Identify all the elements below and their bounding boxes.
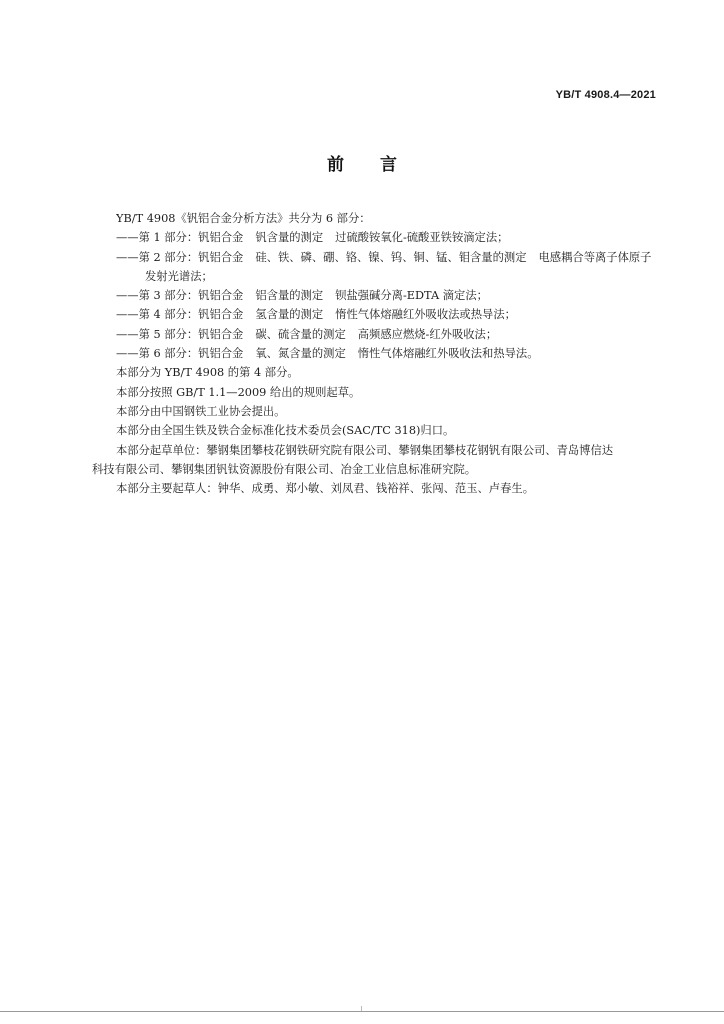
part-number: ——第 6 部分： xyxy=(116,347,199,361)
part-number: ——第 2 部分： xyxy=(116,250,199,264)
part-3-line xyxy=(116,286,656,305)
document-number: YB/T 4908.4—2021 xyxy=(555,89,656,101)
part-method: 过硫酸铵氧化-硫酸亚铁铵滴定法； xyxy=(335,231,509,245)
drafting-units-continuation: 科技有限公司、攀钢集团钒钛资源股份有限公司、冶金工业信息标准研究院。 xyxy=(92,462,477,476)
part-name: 钒铝合金 xyxy=(198,327,244,341)
part-name: 钒铝合金 xyxy=(198,231,244,245)
part-method: 电感耦合等离子体原子 xyxy=(538,250,652,264)
foreword-body xyxy=(92,209,656,498)
part-2-line xyxy=(116,248,656,267)
part-number: ——第 1 部分： xyxy=(116,231,199,245)
part-name: 钒铝合金 xyxy=(198,289,244,303)
part-subject: 硅、铁、磷、硼、铬、镍、钨、铜、锰、钼含量的测定 xyxy=(255,250,527,264)
part-name: 钒铝合金 xyxy=(198,308,244,322)
managed-by-paragraph: 本部分由全国生铁及铁合金标准化技术委员会(SAC/TC 318)归口。 xyxy=(116,424,455,438)
part-name: 钒铝合金 xyxy=(198,250,244,264)
part-subject: 碳、硫含量的测定 xyxy=(255,327,346,341)
drafters-paragraph: 本部分主要起草人：钟华、成勇、郑小敏、刘凤君、钱裕祥、张闯、范玉、卢春生。 xyxy=(116,482,534,496)
page-bottom-rule xyxy=(0,1011,724,1012)
part-of-paragraph: 本部分为 YB/T 4908 的第 4 部分。 xyxy=(116,366,299,380)
drafting-rules-paragraph: 本部分按照 GB/T 1.1—2009 给出的规则起草。 xyxy=(116,385,361,399)
part-4-line xyxy=(116,305,656,324)
part-method: 钡盐强碱分离-EDTA 滴定法； xyxy=(335,289,488,303)
part-5-line xyxy=(116,325,656,344)
drafting-units-paragraph: 本部分起草单位：攀钢集团攀枝花钢铁研究院有限公司、攀钢集团攀枝花钢钒有限公司、青岛博信达 xyxy=(116,443,614,457)
intro-line: YB/T 4908《钒铝合金分析方法》共分为 6 部分： xyxy=(116,212,371,225)
part-name: 钒铝合金 xyxy=(198,347,244,361)
part-2-continuation: 发射光谱法； xyxy=(145,269,213,283)
part-subject: 氢含量的测定 xyxy=(255,308,324,322)
part-number: ——第 5 部分： xyxy=(116,327,199,341)
part-6-line xyxy=(116,344,656,363)
part-1-line xyxy=(116,228,656,247)
part-number: ——第 3 部分： xyxy=(116,289,199,303)
part-method: 高频感应燃烧-红外吸收法； xyxy=(357,327,498,341)
part-method: 惰性气体熔融红外吸收法或热导法； xyxy=(335,308,516,322)
part-method: 惰性气体熔融红外吸收法和热导法。 xyxy=(357,347,539,361)
part-subject: 钒含量的测定 xyxy=(255,231,324,245)
proposed-by-paragraph: 本部分由中国钢铁工业协会提出。 xyxy=(116,404,286,418)
part-subject: 铝含量的测定 xyxy=(255,289,324,303)
page-title: 前言 xyxy=(327,155,433,175)
part-number: ——第 4 部分： xyxy=(116,308,199,322)
part-subject: 氧、氮含量的测定 xyxy=(255,347,346,361)
